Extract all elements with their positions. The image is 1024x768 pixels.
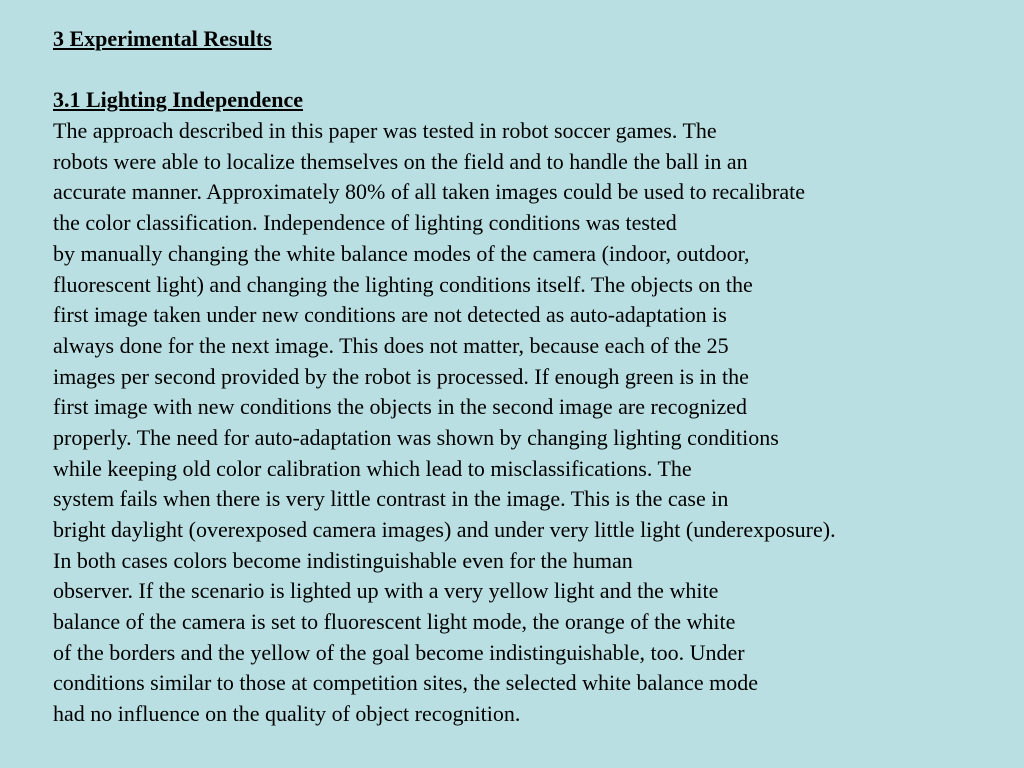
paragraph-line: the color classification. Independence of lighting conditions was tested (53, 210, 677, 236)
paragraph-line: images per second provided by the robot is processed. If enough green is in the (53, 363, 749, 389)
body-paragraph (53, 116, 1013, 730)
slide-content (53, 24, 1013, 730)
paragraph-line: balance of the camera is set to fluorescent light mode, the orange of the white (53, 609, 736, 635)
paragraph-line: accurate manner. Approximately 80% of all taken images could be used to recalibrate (53, 179, 805, 205)
paragraph-line: conditions similar to those at competition sites, the selected white balance mode (53, 670, 759, 696)
paragraph-line: In both cases colors become indistinguishable even for the human (53, 547, 633, 573)
spacer (53, 55, 1013, 86)
paragraph-line: system fails when there is very little contrast in the image. This is the case in (53, 486, 729, 512)
paragraph-line: The approach described in this paper was tested in robot soccer games. The (53, 118, 717, 144)
paragraph-line: first image taken under new conditions are not detected as auto-adaptation is (53, 302, 727, 328)
paragraph-line: first image with new conditions the objects in the second image are recognized (53, 394, 747, 420)
subsection-title: 3.1 Lighting Independence (53, 87, 303, 113)
paragraph-line: by manually changing the white balance modes of the camera (indoor, outdoor, (53, 240, 750, 266)
section-title: 3 Experimental Results (53, 26, 272, 51)
paragraph-line: robots were able to localize themselves on the field and to handle the ball in an (53, 148, 748, 174)
paragraph-line: always done for the next image. This does not matter, because each of the 25 (53, 332, 729, 358)
paragraph-line: properly. The need for auto-adaptation was shown by changing lighting conditions (53, 424, 779, 450)
paragraph-line: bright daylight (overexposed camera images) and under very little light (underexposure). (53, 517, 836, 542)
paragraph-line: fluorescent light) and changing the lighting conditions itself. The objects on the (53, 271, 753, 297)
paragraph-line: of the borders and the yellow of the goal become indistinguishable, too. Under (53, 639, 745, 665)
paragraph-line: observer. If the scenario is lighted up with a very yellow light and the white (53, 578, 719, 604)
paragraph-line: had no influence on the quality of object recognition. (53, 701, 521, 727)
paragraph-line: while keeping old color calibration which lead to misclassifications. The (53, 455, 692, 481)
